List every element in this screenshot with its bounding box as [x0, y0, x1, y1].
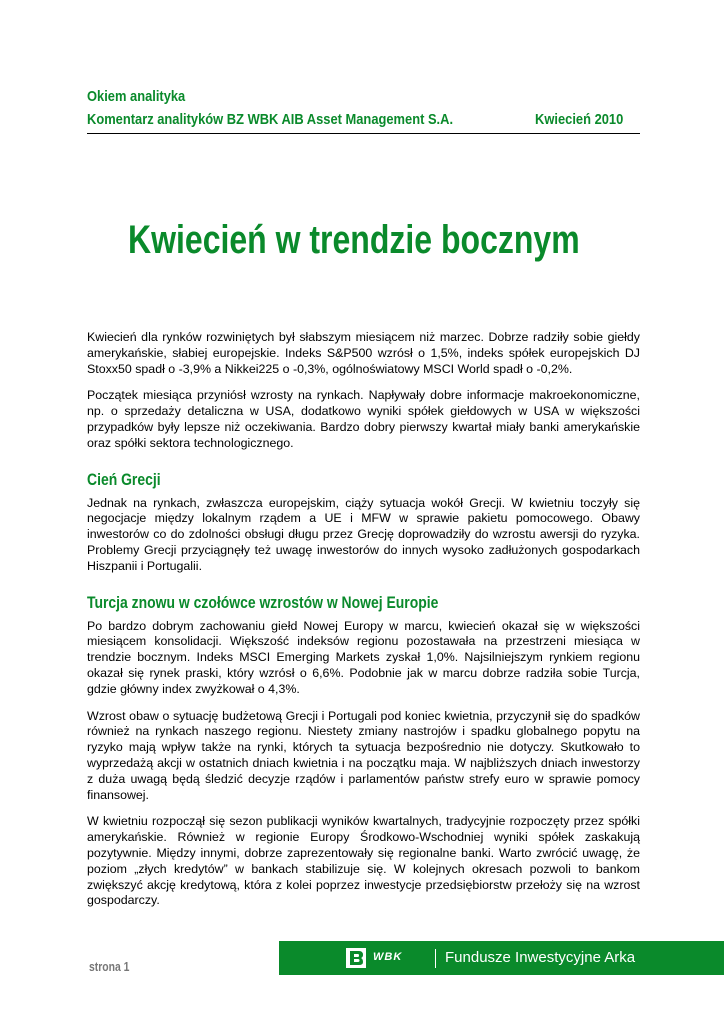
page-title: Kwiecień w trendzie bocznym [128, 218, 580, 262]
report-subtitle [87, 111, 637, 128]
intro-paragraph-1: Kwiecień dla rynków rozwiniętych był słabszym miesiącem niż marzec. Dobrze radziły sobie giełdy amerykańskie, słabiej europejskie. Indeks S&P500 wzrósł o 1,5%, indeks spółek europejskich DJ Stoxx50 spadł o -3,9% a Nikkei225 o -0,3%, ogólnoświatowy MSCI World spadł o -0,2%. [87, 330, 640, 376]
section-heading-turkey: Turcja znowu w czołówce wzrostów w Nowej Europie [87, 592, 439, 612]
greece-paragraph-1: Jednak na rynkach, zwłaszcza europejskim, ciąży sytuacja wokół Grecji. W kwietniu toczyły się negocjacje między lokalnym rządem a UE i MFW w sprawie pakietu pomocowego. Obawy inwestorów co do zdolności obsługi długu przez Grecję doprowadziły do wzrostu awersji do ryzyka. Problemy Grecji przyciągnęły też uwagę inwestorów do innych wysoko zadłużonych gospodarkach Hiszpanii i Portugalii. [87, 495, 640, 573]
header-divider [87, 133, 640, 134]
intro-paragraph-2: Początek miesiąca przyniósł wzrosty na rynkach. Napływały dobre informacje makroekonomiczne, np. o sprzedaży detaliczna w USA, dodatkowo wyniki spółek giełdowych w USA w większości przypadków były lepsze niż oczekiwania. Bardzo dobry pierwszy kwartał miały banki amerykańskie oraz spółki sektora technologicznego. [87, 388, 640, 450]
section-heading-greece: Cień Grecji [87, 469, 161, 489]
kicker: Okiem analityka [87, 88, 186, 105]
footer-separator [435, 949, 436, 968]
brand-name: Fundusze Inwestycyjne Arka [445, 949, 636, 966]
turkey-paragraph-1: Po bardzo dobrym zachowaniu giełd Nowej Europy w marcu, kwiecień okazał się w większości miesiącem konsolidacji. Większość indeksów regionu pozostawała na przestrzeni miesiąca w trendzie bocznym. Indeks MSCI Emerging Markets zyskał 1,0%. Najsilniejszym rynkiem regionu okazał się rynek praski, który wzrósł o 6,6%. Podobnie jak w marcu dobrze radziła sobie Turcja, gdzie główny index zwyżkował o 4,3%. [87, 618, 640, 696]
subtitle-text: Komentarz analityków BZ WBK AIB Asset Management S.A. [87, 111, 454, 128]
footer-brand-bar [279, 941, 724, 975]
wbk-logo-text: WBK [373, 951, 403, 963]
page-number: strona 1 [89, 959, 130, 974]
report-date: Kwiecień 2010 [535, 111, 624, 128]
bz-logo-icon [346, 948, 366, 968]
turkey-paragraph-2: Wzrost obaw o sytuację budżetową Grecji i Portugali pod koniec kwietnia, przyczynił się do spadków również na rynkach naszego regionu. Niestety zmiany nastrojów i spadku globalnego popytu na ryzyko mają wpływ także na rynki, których ta sytuacja bezpośrednio nie dotyczy. Skutkowało to wyprzedażą akcji w ostatnich dniach kwietnia i na początku maja. W najbliższych dniach inwestorzy z duża uwagą będą śledzić decyzje rządów i parlamentów państw strefy euro w sprawie pomocy finansowej. [87, 708, 640, 802]
article-body [87, 330, 640, 920]
turkey-paragraph-3: W kwietniu rozpoczął się sezon publikacji wyników kwartalnych, tradycyjnie rozpoczęty przez spółki amerykańskie. Również w regionie Europy Środkowo-Wschodniej wyniki spółek zaskakują pozytywnie. Między innymi, dobrze zaprezentowały się regionalne banki. Warto zwrócić uwagę, że poziom „złych kredytów” w bankach stabilizuje się. W kolejnych okresach pozwoli to bankom zwiększyć akcję kredytową, która z kolei poprzez inwestycje przedsiębiorstw przełoży się na wzrost gospodarczy. [87, 814, 640, 908]
